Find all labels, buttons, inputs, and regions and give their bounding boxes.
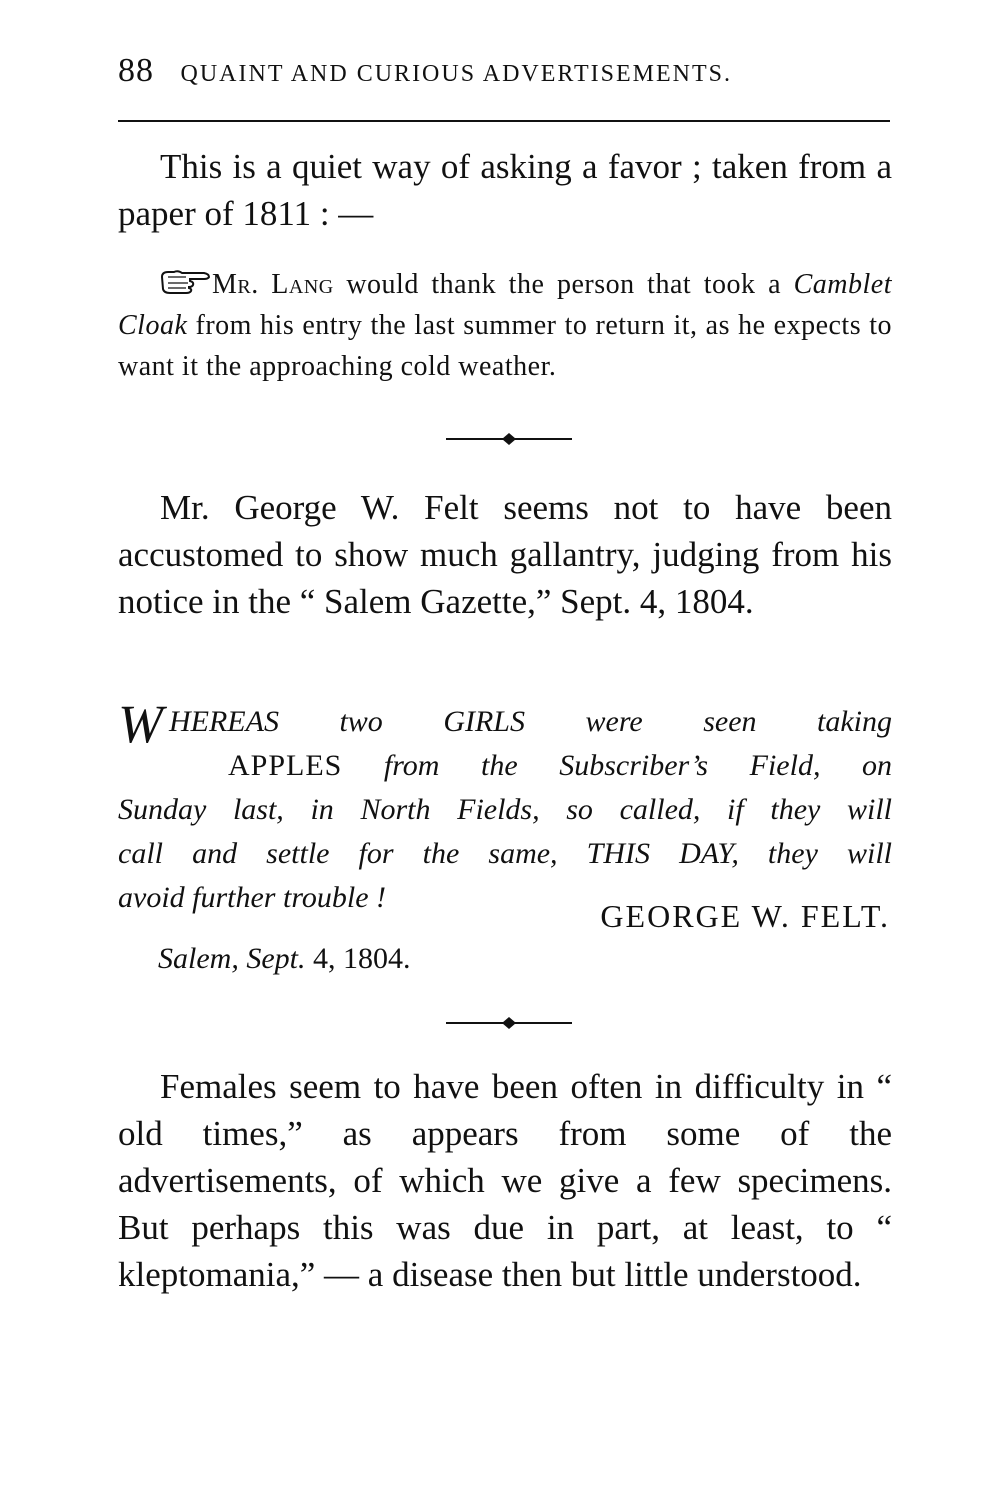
ad-felt-line-5: avoid further trouble ! bbox=[118, 881, 387, 914]
ad-felt-line-2-rest: from the Subscriber’s Field, on bbox=[342, 749, 892, 782]
running-title: QUAINT AND CURIOUS ADVERTISEMENTS. bbox=[180, 61, 732, 87]
ad-1811-text-b: from his entry the last summer to return it, as he expects to want it the approaching cold weather. bbox=[118, 310, 892, 382]
intro-1811-paragraph: This is a quiet way of asking a favor ; taken from a paper of 1811 : — bbox=[118, 147, 892, 233]
ad-felt-signature: GEORGE W. FELT. bbox=[600, 898, 890, 934]
drop-cap: W bbox=[118, 694, 163, 754]
page-header bbox=[118, 52, 890, 90]
ad-felt-dateline bbox=[158, 942, 410, 976]
ad-felt-apples: APPLES bbox=[228, 749, 343, 782]
ad-felt-line-2 bbox=[118, 744, 892, 788]
section-ornament bbox=[446, 1016, 572, 1030]
ad-1811-paragraph bbox=[118, 264, 892, 387]
ad-1811-text-a: would thank the person that took a bbox=[333, 269, 794, 300]
ad-felt-line-3: Sunday last, in North Fields, so called, if they will bbox=[118, 793, 892, 826]
ad-felt-place: Salem, Sept. bbox=[158, 942, 306, 975]
section-ornament bbox=[446, 432, 572, 446]
header-rule bbox=[118, 120, 890, 122]
intro-felt-paragraph: Mr. George W. Felt seems not to have been accustomed to show much gallantry, judging from his notice in the “ Salem Gazette,” Sept. 4, 1804. bbox=[118, 488, 892, 621]
felt-advertisement bbox=[118, 694, 892, 920]
ad-1811-item: Camblet Cloak bbox=[118, 269, 892, 341]
closing-paragraph: Females seem to have been often in difficulty in “ old times,” as appears from some of the advertisements, of which we give a few specimens. But perhaps this was due in part, at least, to “ kleptomania,” — a disease then but little understood. bbox=[118, 1067, 892, 1294]
pointing-hand-icon bbox=[160, 269, 210, 295]
page-number: 88 bbox=[118, 52, 154, 89]
ad-1811-name: Mr. Lang bbox=[212, 269, 334, 300]
ad-felt-date: 4, 1804. bbox=[305, 942, 411, 975]
ad-felt-line-4: call and settle for the same, THIS DAY, they will bbox=[118, 837, 892, 870]
ad-felt-line-1: HEREAS two GIRLS were seen taking bbox=[168, 705, 892, 738]
